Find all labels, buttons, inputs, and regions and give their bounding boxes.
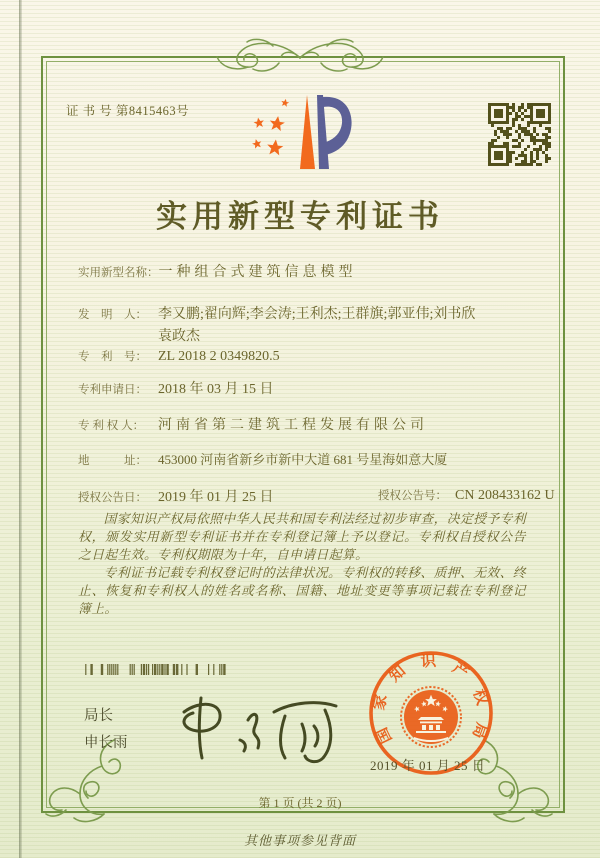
qr-code-pattern [488, 103, 551, 166]
field-label: 实用新型名称： [78, 267, 159, 279]
signatory-block [84, 703, 128, 757]
field-value: 河南省第二建筑工程发展有限公司 [158, 418, 428, 433]
field-row-grant [78, 486, 555, 506]
cnipa-logo-icon [250, 90, 355, 175]
field-label: 专 利 权 人： [78, 420, 145, 432]
director-signature [168, 688, 343, 770]
barcode [80, 664, 230, 675]
field-value: 2018 年 03 月 15 日 [158, 382, 274, 397]
field-value: 453000 河南省新乡市新中大道 681 号星海如意大厦 [158, 452, 448, 467]
field-row-patent-number [78, 347, 280, 365]
field-row-filing-date [78, 378, 274, 398]
certificate-number: 证 书 号 第8415463号 [66, 104, 190, 118]
field-row-inventors [78, 303, 475, 323]
seal-ring-text: 国家知识产权局 [370, 652, 491, 746]
field-value: CN 208433162 U [455, 488, 555, 503]
field-value: 李又鹏;翟向辉;李会涛;王利杰;王群旗;郭亚伟;刘书欣 [158, 307, 476, 322]
field-label: 授权公告号： [378, 490, 447, 502]
field-row-patentee [78, 414, 428, 434]
reverse-side-note: 其他事项参见背面 [243, 833, 356, 848]
field-value: 一种组合式建筑信息模型 [158, 265, 357, 280]
field-row-inventors-line2 [78, 325, 200, 345]
field-label: 授权公告日： [78, 492, 147, 504]
seal-date: 2019 年 01 月 25 日 [370, 758, 486, 773]
field-grant-number [378, 486, 555, 504]
field-row-address [78, 449, 447, 469]
top-flourish-ornament [213, 36, 387, 78]
field-value: 2019 年 01 月 25 日 [158, 490, 274, 505]
legal-paragraph-1: 国家知识产权局依照中华人民共和国专利法经过初步审查，决定授予专利权，颁发实用新型专利证书并在专利登记簿上予以登记。专利权自授权公告之日起生效。专利权期限为十年，自申请日起算。 [78, 512, 526, 562]
national-emblem-icon [401, 687, 461, 747]
page-number: 第 1 页 (共 2 页) [258, 796, 342, 810]
signatory-title: 局长 [84, 708, 113, 724]
field-row-utility-model-name [78, 261, 357, 281]
field-label: 发 明 人： [78, 309, 147, 321]
field-label: 专 利 号： [78, 351, 147, 363]
scan-edge-shadow [19, 0, 22, 858]
field-label: 地 址： [78, 455, 147, 467]
signatory-name: 申长雨 [84, 735, 128, 751]
field-label: 专利申请日： [78, 384, 147, 396]
field-value: ZL 2018 2 0349820.5 [158, 349, 280, 364]
field-value: 袁政杰 [158, 329, 200, 344]
legal-paragraph-2: 专利证书记载专利权登记时的法律状况。专利权的转移、质押、无效、终止、恢复和专利权人的姓名或名称、国籍、地址变更等事项记载在专利登记簿上。 [78, 566, 526, 616]
certificate-title: 实用新型专利证书 [156, 199, 444, 234]
legal-text-block [78, 510, 526, 618]
